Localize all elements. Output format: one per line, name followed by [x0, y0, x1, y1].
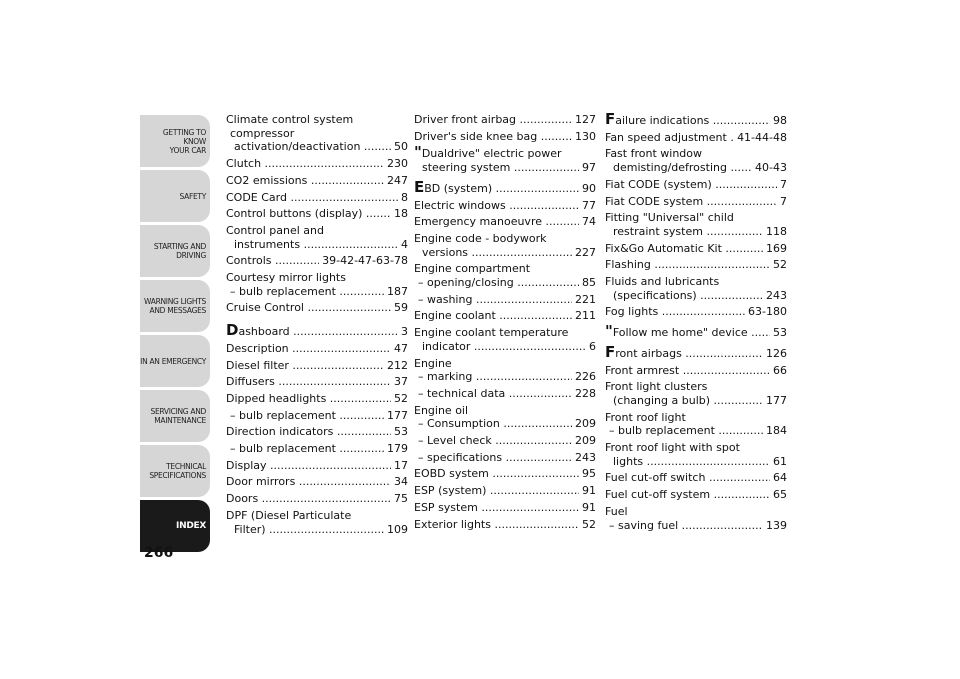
index-entry[interactable]: Fiat CODE system ..... 7 [605, 195, 787, 209]
index-entry-text: compressor [230, 126, 295, 140]
index-entry-text: Fluids and lubricants [605, 275, 720, 289]
index-entry[interactable]: Doors ..... 75 [226, 492, 408, 506]
index-entry[interactable]: Display ..... 17 [226, 459, 408, 473]
index-entry-text: Engine compartment [414, 262, 531, 276]
index-entry[interactable]: – washing ..... 221 [414, 293, 596, 307]
index-entry[interactable]: ESP system ..... 91 [414, 501, 596, 515]
index-entry-text: Engine code - bodywork [414, 231, 547, 245]
index-column-1 [226, 113, 408, 539]
index-entry[interactable]: – bulb replacement ..... 187 [226, 285, 408, 299]
page-number: 266 [144, 545, 174, 561]
tab-starting-and-driving[interactable]: STARTING AND DRIVING [140, 225, 210, 277]
tab-in-an-emergency[interactable]: IN AN EMERGENCY [140, 335, 210, 387]
index-entry[interactable]: Flashing ..... 52 [605, 258, 787, 272]
index-entry-text: Courtesy mirror lights [226, 271, 346, 285]
index-entry[interactable]: steering system ..... 97 [414, 161, 596, 175]
index-entry-text: Front roof light [605, 410, 686, 424]
index-entry[interactable]: Dashboard ..... 3 [226, 324, 408, 339]
tab-safety[interactable]: SAFETY [140, 170, 210, 222]
index-entry-text: Fuel [605, 504, 628, 518]
index-entry-text: Control panel and [226, 223, 324, 237]
index-entry[interactable]: Front armrest ..... 66 [605, 364, 787, 378]
index-entry[interactable]: "Follow me home" device ..... 53 [605, 325, 787, 340]
index-entry[interactable]: Filter) ..... 109 [226, 523, 408, 537]
index-entry-text: Engine coolant temperature [414, 326, 569, 340]
index-entry[interactable]: (specifications) ..... 243 [605, 289, 787, 303]
tab-technical-specifications[interactable]: TECHNICAL SPECIFICATIONS [140, 445, 210, 497]
index-entry[interactable]: Driver front airbag ..... 127 [414, 113, 596, 127]
index-entry[interactable]: EOBD system ..... 95 [414, 467, 596, 481]
index-entry[interactable]: – bulb replacement ..... 177 [226, 409, 408, 423]
index-entry[interactable]: versions ..... 227 [414, 246, 596, 260]
index-entry-text: Engine [414, 356, 452, 370]
tab-index[interactable]: INDEX [140, 500, 210, 552]
index-entry[interactable]: demisting/defrosting ..... 40-43 [605, 161, 787, 175]
index-entry[interactable]: – marking ..... 226 [414, 370, 596, 384]
index-entry[interactable]: – saving fuel ..... 139 [605, 519, 787, 533]
index-entry[interactable]: Fuel cut-off switch ..... 64 [605, 471, 787, 485]
index-entry[interactable]: Fan speed adjustment ..... 41-44-48 [605, 131, 787, 145]
index-entry[interactable]: Fuel cut-off system ..... 65 [605, 488, 787, 502]
index-entry-text: DPF (Diesel Particulate [226, 508, 352, 522]
index-entry[interactable]: EBD (system) ..... 90 [414, 181, 596, 196]
index-entry[interactable]: CODE Card ..... 8 [226, 191, 408, 205]
index-entry[interactable]: Failure indications ..... 98 [605, 113, 787, 128]
index-entry[interactable]: Control buttons (display) ..... 18 [226, 207, 408, 221]
index-entry[interactable]: Diesel filter ..... 212 [226, 359, 408, 373]
index-entry[interactable]: – technical data ..... 228 [414, 387, 596, 401]
index-entry[interactable]: Engine coolant ..... 211 [414, 309, 596, 323]
index-entry-text: Engine oil [414, 403, 469, 417]
index-entry[interactable]: – bulb replacement ..... 184 [605, 424, 787, 438]
index-entry[interactable]: – specifications ..... 243 [414, 451, 596, 465]
index-entry[interactable]: Exterior lights ..... 52 [414, 518, 596, 532]
index-entry[interactable]: – bulb replacement ..... 179 [226, 442, 408, 456]
index-entry[interactable]: Emergency manoeuvre ..... 74 [414, 215, 596, 229]
index-entry-text: Front light clusters [605, 380, 708, 394]
index-entry-text: Climate control system [226, 113, 354, 126]
index-column-2 [414, 113, 596, 534]
index-column-3 [605, 113, 787, 535]
index-entry[interactable]: Fiat CODE (system) ..... 7 [605, 178, 787, 192]
index-entry[interactable]: indicator ..... 6 [414, 340, 596, 354]
tab-getting-to-know-your-car[interactable]: GETTING TO KNOW YOUR CAR [140, 115, 210, 167]
index-entry[interactable]: Dipped headlights ..... 52 [226, 392, 408, 406]
tab-servicing-and-maintenance[interactable]: SERVICING AND MAINTENANCE [140, 390, 210, 442]
index-entry[interactable]: Fix&Go Automatic Kit ..... 169 [605, 242, 787, 256]
index-entry[interactable]: restraint system ..... 118 [605, 225, 787, 239]
index-entry[interactable]: – Consumption ..... 209 [414, 417, 596, 431]
index-entry[interactable]: Direction indicators ..... 53 [226, 425, 408, 439]
index-entry[interactable]: – Level check ..... 209 [414, 434, 596, 448]
index-entry-text: Fitting "Universal" child [605, 211, 734, 225]
index-entry-text: Fast front window [605, 147, 702, 161]
index-entry-text: Front roof light with spot [605, 441, 740, 455]
index-entry[interactable]: – opening/closing ..... 85 [414, 276, 596, 290]
index-entry[interactable]: lights ..... 61 [605, 455, 787, 469]
index-entry[interactable]: Diffusers ..... 37 [226, 375, 408, 389]
index-entry[interactable]: activation/deactivation ..... 50 [226, 140, 408, 154]
index-entry[interactable]: Electric windows ..... 77 [414, 199, 596, 213]
index-entry[interactable]: CO2 emissions ..... 247 [226, 174, 408, 188]
index-entry[interactable]: Driver's side knee bag ..... 130 [414, 130, 596, 144]
index-entry[interactable]: Description ..... 47 [226, 342, 408, 356]
index-entry[interactable]: Front airbags ..... 126 [605, 346, 787, 361]
index-entry-text: "Dualdrive" electric power [414, 143, 562, 162]
index-entry[interactable]: (changing a bulb) ..... 177 [605, 394, 787, 408]
index-entry[interactable]: Controls ..... 39-42-47-63-78 [226, 254, 408, 268]
index-entry[interactable]: Cruise Control ..... 59 [226, 301, 408, 315]
index-entry[interactable]: ESP (system) ..... 91 [414, 484, 596, 498]
index-entry[interactable]: Fog lights ..... 63-180 [605, 305, 787, 319]
index-entry[interactable]: instruments ..... 4 [226, 238, 408, 252]
index-entry[interactable]: Door mirrors ..... 34 [226, 475, 408, 489]
tab-warning-lights-and-messages[interactable]: WARNING LIGHTS AND MESSAGES [140, 280, 210, 332]
index-entry[interactable]: Clutch ..... 230 [226, 157, 408, 171]
